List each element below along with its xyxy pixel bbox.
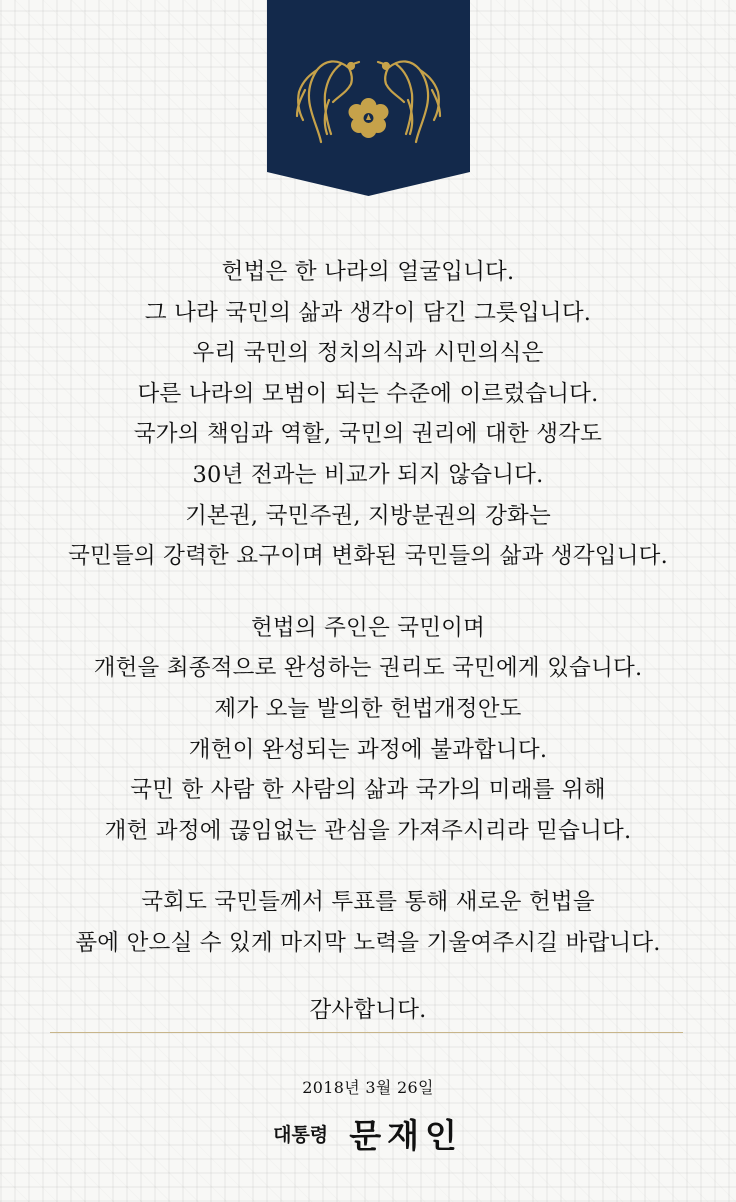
letter-line: 개헌이 완성되는 과정에 불과합니다. — [188, 736, 548, 763]
paragraph-2 — [0, 608, 736, 852]
letter-line: 헌법의 주인은 국민이며 — [250, 614, 486, 641]
letter-line: 기본권, 국민주권, 지방분권의 강화는 — [185, 502, 551, 529]
gold-divider — [50, 1032, 683, 1033]
presidential-emblem-banner — [267, 0, 470, 196]
paragraph-3 — [0, 882, 736, 963]
letter-line: 품에 안으실 수 있게 마지막 노력을 기울여주시길 바랍니다. — [75, 929, 661, 956]
letter-line: 제가 오늘 발의한 헌법개정안도 — [214, 695, 522, 722]
letter-line: 국민들의 강력한 요구이며 변화된 국민들의 삶과 생각입니다. — [68, 543, 668, 570]
letter-line: 그 나라 국민의 삶과 생각이 담긴 그릇입니다. — [144, 299, 592, 326]
letter-line: 국회도 국민들께서 투표를 통해 새로운 헌법을 — [141, 889, 595, 916]
paragraph-closing — [0, 990, 736, 1031]
letter-date: 2018년 3월 26일 — [302, 1078, 434, 1097]
letter-line: 헌법은 한 나라의 얼굴입니다. — [221, 259, 515, 285]
letter-line: 개헌 과정에 끊임없는 관심을 가져주시리라 믿습니다. — [104, 817, 632, 844]
signature-title: 대통령 — [273, 1124, 329, 1146]
signature-block — [0, 1110, 736, 1157]
letter-line: 우리 국민의 정치의식과 시민의식은 — [192, 340, 544, 367]
letter-line: 국민 한 사람 한 사람의 삶과 국가의 미래를 위해 — [130, 777, 606, 804]
letter-body — [0, 252, 736, 1030]
letter-line: 다른 나라의 모범이 되는 수준에 이르렀습니다. — [137, 380, 599, 407]
letter-line: 30년 전과는 비교가 되지 않습니다. — [192, 461, 544, 488]
closing-line: 감사합니다. — [309, 996, 427, 1023]
paragraph-1 — [0, 252, 736, 577]
signature-name: 문재인 — [349, 1116, 463, 1155]
letter-line: 국가의 책임과 역할, 국민의 권리에 대한 생각도 — [133, 421, 603, 448]
letter-line: 개헌을 최종적으로 완성하는 권리도 국민에게 있습니다. — [93, 655, 643, 682]
